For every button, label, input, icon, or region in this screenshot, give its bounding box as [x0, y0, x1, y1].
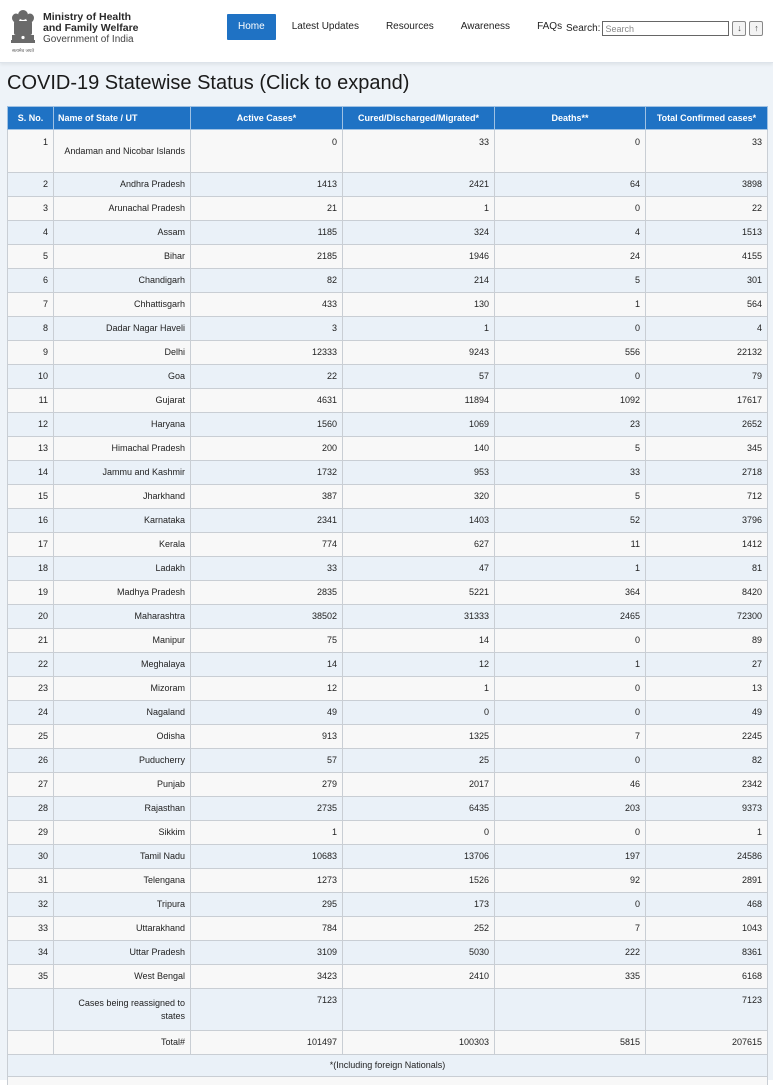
- search-label: Search:: [566, 23, 600, 34]
- table-row[interactable]: [8, 581, 768, 605]
- cell-active: 101497: [191, 1031, 343, 1055]
- cell-deaths: 0: [495, 365, 646, 389]
- cell-total: 4155: [646, 245, 768, 269]
- cell-sno: 31: [8, 869, 54, 893]
- table-row[interactable]: [8, 317, 768, 341]
- table-row[interactable]: [8, 197, 768, 221]
- cell-state: Telengana: [54, 869, 191, 893]
- svg-text:सत्यमेव जयते: सत्यमेव जयते: [12, 47, 35, 54]
- cell-deaths: 64: [495, 173, 646, 197]
- cell-cured: 57: [343, 365, 495, 389]
- cell-deaths: 52: [495, 509, 646, 533]
- cell-deaths: 33: [495, 461, 646, 485]
- col-header-state[interactable]: Name of State / UT: [54, 107, 191, 130]
- cell-active: 1732: [191, 461, 343, 485]
- reassigned-row: [8, 989, 768, 1031]
- cell-sno: 14: [8, 461, 54, 485]
- ministry-brand[interactable]: [43, 12, 139, 45]
- cell-sno: [8, 989, 54, 1031]
- cell-cured: 14: [343, 629, 495, 653]
- cell-cured: 320: [343, 485, 495, 509]
- cell-active: 22: [191, 365, 343, 389]
- cell-active: 7123: [191, 989, 343, 1031]
- table-row[interactable]: [8, 797, 768, 821]
- cell-cured: 31333: [343, 605, 495, 629]
- cell-state: Odisha: [54, 725, 191, 749]
- cell-active: 3109: [191, 941, 343, 965]
- cell-sno: 1: [8, 130, 54, 173]
- cell-sno: 7: [8, 293, 54, 317]
- cell-cured: 12: [343, 653, 495, 677]
- blank-row: [8, 1077, 768, 1085]
- cell-state: Chandigarh: [54, 269, 191, 293]
- cell-state: Uttar Pradesh: [54, 941, 191, 965]
- cell-total: 82: [646, 749, 768, 773]
- table-row[interactable]: [8, 221, 768, 245]
- cell-deaths: 92: [495, 869, 646, 893]
- search-prev-button[interactable]: ↑: [749, 21, 763, 36]
- cell-active: 2835: [191, 581, 343, 605]
- cell-total: 1412: [646, 533, 768, 557]
- cell-active: 774: [191, 533, 343, 557]
- table-row[interactable]: [8, 869, 768, 893]
- cell-deaths: 7: [495, 725, 646, 749]
- cell-deaths: 46: [495, 773, 646, 797]
- cell-cured: 1: [343, 677, 495, 701]
- nav-awareness[interactable]: Awareness: [450, 14, 521, 40]
- cell-total: 89: [646, 629, 768, 653]
- table-row[interactable]: [8, 749, 768, 773]
- table-row[interactable]: [8, 941, 768, 965]
- cell-deaths: 24: [495, 245, 646, 269]
- cell-state: Cases being reassigned to states: [54, 989, 191, 1031]
- cell-sno: 17: [8, 533, 54, 557]
- cell-state: Delhi: [54, 341, 191, 365]
- table-row[interactable]: [8, 437, 768, 461]
- cell-active: 1185: [191, 221, 343, 245]
- cell-state: Puducherry: [54, 749, 191, 773]
- cell-cured: 1069: [343, 413, 495, 437]
- site-header: [0, 0, 773, 63]
- footnote: *(Including foreign Nationals): [8, 1055, 768, 1077]
- cell-active: 10683: [191, 845, 343, 869]
- cell-active: 279: [191, 773, 343, 797]
- cell-cured: 0: [343, 701, 495, 725]
- cell-active: 433: [191, 293, 343, 317]
- ministry-name-line1: Ministry of Health: [43, 12, 139, 23]
- cell-sno: 3: [8, 197, 54, 221]
- cell-cured: 324: [343, 221, 495, 245]
- cell-state: Tamil Nadu: [54, 845, 191, 869]
- cell-sno: 21: [8, 629, 54, 653]
- cell-cured: 47: [343, 557, 495, 581]
- cell-sno: 11: [8, 389, 54, 413]
- cell-total: 564: [646, 293, 768, 317]
- table-row[interactable]: [8, 701, 768, 725]
- cell-sno: 18: [8, 557, 54, 581]
- cell-active: 0: [191, 130, 343, 173]
- table-row[interactable]: [8, 845, 768, 869]
- cell-deaths: 5: [495, 269, 646, 293]
- cell-total: 22: [646, 197, 768, 221]
- cell-sno: 33: [8, 917, 54, 941]
- cell-cured: 214: [343, 269, 495, 293]
- cell-state: Dadar Nagar Haveli: [54, 317, 191, 341]
- footnote-row: [8, 1055, 768, 1077]
- search-bar: [566, 21, 763, 36]
- cell-state: Uttarakhand: [54, 917, 191, 941]
- cell-state: Goa: [54, 365, 191, 389]
- table-row[interactable]: [8, 245, 768, 269]
- cell-state: Kerala: [54, 533, 191, 557]
- cell-state: Gujarat: [54, 389, 191, 413]
- cell-deaths: 1: [495, 557, 646, 581]
- nav-faqs[interactable]: FAQs: [526, 14, 573, 40]
- cell-active: 21: [191, 197, 343, 221]
- cell-total: 3796: [646, 509, 768, 533]
- cell-active: 1: [191, 821, 343, 845]
- cell-total: 27: [646, 653, 768, 677]
- cell-state: Ladakh: [54, 557, 191, 581]
- cell-deaths: 0: [495, 317, 646, 341]
- table-row[interactable]: [8, 773, 768, 797]
- cell-sno: 28: [8, 797, 54, 821]
- cell-total: 2342: [646, 773, 768, 797]
- cell-active: 2735: [191, 797, 343, 821]
- cell-active: 14: [191, 653, 343, 677]
- cell-state: Manipur: [54, 629, 191, 653]
- cell-deaths: 0: [495, 821, 646, 845]
- cell-cured: 9243: [343, 341, 495, 365]
- cell-state: Tripura: [54, 893, 191, 917]
- cell-total: 17617: [646, 389, 768, 413]
- table-row[interactable]: [8, 629, 768, 653]
- cell-state: Andaman and Nicobar Islands: [54, 130, 191, 173]
- col-header-active[interactable]: Active Cases*: [191, 107, 343, 130]
- cell-deaths: 11: [495, 533, 646, 557]
- cell-cured: 1946: [343, 245, 495, 269]
- table-row[interactable]: [8, 173, 768, 197]
- cell-total: 712: [646, 485, 768, 509]
- cell-sno: 8: [8, 317, 54, 341]
- total-row: [8, 1031, 768, 1055]
- cell-state: Arunachal Pradesh: [54, 197, 191, 221]
- main-nav: [227, 14, 578, 40]
- cell-sno: 4: [8, 221, 54, 245]
- cell-total: 301: [646, 269, 768, 293]
- table-row[interactable]: [8, 677, 768, 701]
- cell-total: 1: [646, 821, 768, 845]
- search-next-button[interactable]: ↓: [732, 21, 746, 36]
- cell-total: 9373: [646, 797, 768, 821]
- cell-sno: 13: [8, 437, 54, 461]
- cell-sno: 29: [8, 821, 54, 845]
- cell-cured: 33: [343, 130, 495, 173]
- cell-deaths: 203: [495, 797, 646, 821]
- cell-deaths: 4: [495, 221, 646, 245]
- cell-deaths: 1092: [495, 389, 646, 413]
- cell-active: 4631: [191, 389, 343, 413]
- cell-total: 33: [646, 130, 768, 173]
- cell-sno: [8, 1031, 54, 1055]
- cell-state: West Bengal: [54, 965, 191, 989]
- cell-deaths: 23: [495, 413, 646, 437]
- cell-total: 7123: [646, 989, 768, 1031]
- cell-cured: 953: [343, 461, 495, 485]
- main-content: [0, 63, 773, 1080]
- cell-cured: 1: [343, 317, 495, 341]
- table-row[interactable]: [8, 413, 768, 437]
- cell-total: 6168: [646, 965, 768, 989]
- cell-active: 913: [191, 725, 343, 749]
- cell-active: 75: [191, 629, 343, 653]
- cell-sno: 6: [8, 269, 54, 293]
- cell-state: Himachal Pradesh: [54, 437, 191, 461]
- cell-active: 33: [191, 557, 343, 581]
- table-row[interactable]: [8, 269, 768, 293]
- ministry-name-line2: and Family Welfare: [43, 23, 139, 34]
- cell-state: Sikkim: [54, 821, 191, 845]
- cell-deaths: 0: [495, 677, 646, 701]
- cell-sno: 16: [8, 509, 54, 533]
- cell-cured: 25: [343, 749, 495, 773]
- cell-state: Maharashtra: [54, 605, 191, 629]
- table-row[interactable]: [8, 293, 768, 317]
- cell-deaths: 0: [495, 197, 646, 221]
- nav-latest-updates[interactable]: Latest Updates: [281, 14, 370, 40]
- table-row[interactable]: [8, 821, 768, 845]
- table-row[interactable]: [8, 461, 768, 485]
- blank-cell: [8, 1077, 768, 1085]
- cell-sno: 34: [8, 941, 54, 965]
- cell-active: 3423: [191, 965, 343, 989]
- cell-active: 12: [191, 677, 343, 701]
- cell-state: Haryana: [54, 413, 191, 437]
- cell-cured: 13706: [343, 845, 495, 869]
- cell-deaths: 0: [495, 629, 646, 653]
- cell-cured: [343, 989, 495, 1031]
- cell-state: Assam: [54, 221, 191, 245]
- cell-cured: 173: [343, 893, 495, 917]
- cell-state: Jammu and Kashmir: [54, 461, 191, 485]
- cell-total: 2245: [646, 725, 768, 749]
- cell-sno: 5: [8, 245, 54, 269]
- cell-deaths: 556: [495, 341, 646, 365]
- table-row[interactable]: [8, 653, 768, 677]
- cell-total: 1043: [646, 917, 768, 941]
- cell-deaths: 1: [495, 293, 646, 317]
- table-row[interactable]: [8, 725, 768, 749]
- cell-state: Jharkhand: [54, 485, 191, 509]
- cell-sno: 9: [8, 341, 54, 365]
- cell-total: 3898: [646, 173, 768, 197]
- cell-deaths: 0: [495, 893, 646, 917]
- cell-deaths: 335: [495, 965, 646, 989]
- table-row[interactable]: [8, 509, 768, 533]
- cell-sno: 35: [8, 965, 54, 989]
- cell-sno: 25: [8, 725, 54, 749]
- cell-total: 207615: [646, 1031, 768, 1055]
- cell-state: Chhattisgarh: [54, 293, 191, 317]
- cell-state: Mizoram: [54, 677, 191, 701]
- cell-total: 2891: [646, 869, 768, 893]
- cell-total: 2652: [646, 413, 768, 437]
- table-body: [8, 130, 768, 1085]
- table-row[interactable]: [8, 485, 768, 509]
- cell-deaths: 0: [495, 701, 646, 725]
- cell-sno: 27: [8, 773, 54, 797]
- cell-total: 8361: [646, 941, 768, 965]
- page-title[interactable]: COVID-19 Statewise Status (Click to expand): [7, 71, 767, 95]
- cell-total: 4: [646, 317, 768, 341]
- cell-state: Andhra Pradesh: [54, 173, 191, 197]
- cell-active: 2341: [191, 509, 343, 533]
- cell-sno: 10: [8, 365, 54, 389]
- cell-cured: 2017: [343, 773, 495, 797]
- cell-total: 49: [646, 701, 768, 725]
- cell-sno: 24: [8, 701, 54, 725]
- cell-cured: 140: [343, 437, 495, 461]
- cell-total: 345: [646, 437, 768, 461]
- cell-total: 24586: [646, 845, 768, 869]
- cell-cured: 100303: [343, 1031, 495, 1055]
- cell-active: 2185: [191, 245, 343, 269]
- cell-deaths: 0: [495, 749, 646, 773]
- cell-deaths: 5: [495, 485, 646, 509]
- cell-total: 79: [646, 365, 768, 389]
- cell-active: 1413: [191, 173, 343, 197]
- table-row[interactable]: [8, 389, 768, 413]
- cell-deaths: 5: [495, 437, 646, 461]
- cell-state: Madhya Pradesh: [54, 581, 191, 605]
- cell-deaths: 0: [495, 130, 646, 173]
- table-row[interactable]: [8, 365, 768, 389]
- cell-cured: 5030: [343, 941, 495, 965]
- cell-active: 200: [191, 437, 343, 461]
- cell-sno: 12: [8, 413, 54, 437]
- cell-deaths: 222: [495, 941, 646, 965]
- cell-total: 22132: [646, 341, 768, 365]
- cell-state: Karnataka: [54, 509, 191, 533]
- cell-state: Punjab: [54, 773, 191, 797]
- nav-home[interactable]: Home: [227, 14, 276, 40]
- cell-cured: 1: [343, 197, 495, 221]
- cell-active: 295: [191, 893, 343, 917]
- national-emblem-icon: [8, 6, 38, 56]
- cell-state: Meghalaya: [54, 653, 191, 677]
- table-row[interactable]: [8, 533, 768, 557]
- cell-total: 81: [646, 557, 768, 581]
- cell-cured: 2421: [343, 173, 495, 197]
- cell-state: Nagaland: [54, 701, 191, 725]
- table-row[interactable]: [8, 965, 768, 989]
- cell-active: 3: [191, 317, 343, 341]
- cell-active: 38502: [191, 605, 343, 629]
- cell-deaths: 364: [495, 581, 646, 605]
- cell-sno: 23: [8, 677, 54, 701]
- cell-deaths: 7: [495, 917, 646, 941]
- table-row[interactable]: [8, 893, 768, 917]
- cell-active: 12333: [191, 341, 343, 365]
- cell-active: 57: [191, 749, 343, 773]
- cell-cured: 6435: [343, 797, 495, 821]
- table-header-row: [8, 107, 768, 130]
- table-row[interactable]: [8, 917, 768, 941]
- col-header-cured[interactable]: Cured/Discharged/Migrated*: [343, 107, 495, 130]
- cell-deaths: [495, 989, 646, 1031]
- table-row[interactable]: [8, 557, 768, 581]
- cell-sno: 15: [8, 485, 54, 509]
- cell-deaths: 2465: [495, 605, 646, 629]
- statewise-status-table: [7, 106, 768, 1085]
- cell-deaths: 5815: [495, 1031, 646, 1055]
- cell-cured: 252: [343, 917, 495, 941]
- cell-active: 1560: [191, 413, 343, 437]
- cell-sno: 30: [8, 845, 54, 869]
- cell-cured: 11894: [343, 389, 495, 413]
- cell-sno: 20: [8, 605, 54, 629]
- cell-sno: 22: [8, 653, 54, 677]
- cell-cured: 1403: [343, 509, 495, 533]
- col-header-sno[interactable]: S. No.: [8, 107, 54, 130]
- government-name: Government of India: [43, 34, 139, 45]
- cell-state: Total#: [54, 1031, 191, 1055]
- col-header-total[interactable]: Total Confirmed cases*: [646, 107, 768, 130]
- cell-cured: 0: [343, 821, 495, 845]
- cell-cured: 5221: [343, 581, 495, 605]
- cell-active: 387: [191, 485, 343, 509]
- search-input[interactable]: [602, 21, 729, 36]
- cell-total: 468: [646, 893, 768, 917]
- table-row[interactable]: [8, 341, 768, 365]
- cell-active: 82: [191, 269, 343, 293]
- cell-active: 1273: [191, 869, 343, 893]
- nav-resources[interactable]: Resources: [375, 14, 445, 40]
- cell-deaths: 1: [495, 653, 646, 677]
- cell-sno: 26: [8, 749, 54, 773]
- cell-cured: 1526: [343, 869, 495, 893]
- table-row[interactable]: [8, 605, 768, 629]
- cell-total: 2718: [646, 461, 768, 485]
- cell-active: 784: [191, 917, 343, 941]
- cell-active: 49: [191, 701, 343, 725]
- cell-cured: 1325: [343, 725, 495, 749]
- cell-cured: 130: [343, 293, 495, 317]
- cell-total: 72300: [646, 605, 768, 629]
- cell-cured: 627: [343, 533, 495, 557]
- cell-cured: 2410: [343, 965, 495, 989]
- cell-total: 8420: [646, 581, 768, 605]
- cell-deaths: 197: [495, 845, 646, 869]
- cell-total: 1513: [646, 221, 768, 245]
- cell-sno: 32: [8, 893, 54, 917]
- col-header-deaths[interactable]: Deaths**: [495, 107, 646, 130]
- cell-sno: 2: [8, 173, 54, 197]
- cell-state: Rajasthan: [54, 797, 191, 821]
- table-row[interactable]: [8, 130, 768, 173]
- cell-total: 13: [646, 677, 768, 701]
- cell-state: Bihar: [54, 245, 191, 269]
- cell-sno: 19: [8, 581, 54, 605]
